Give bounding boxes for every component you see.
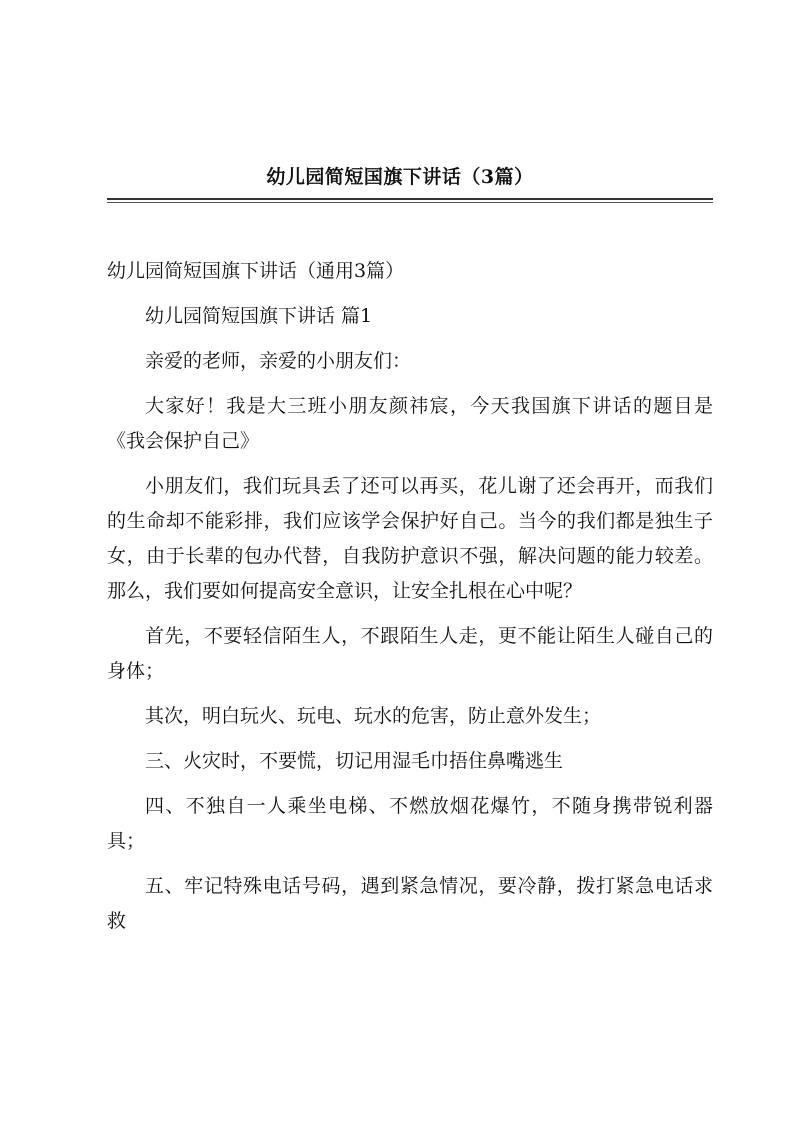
salutation-paragraph: 亲爱的老师，亲爱的小朋友们： — [145, 350, 412, 372]
body-paragraph: 三、火灾时，不要慌，切记用湿毛巾捂住鼻嘴逃生 — [145, 750, 564, 772]
document-body — [107, 254, 713, 939]
body-paragraph: 五、牢记特殊电话号码，遇到紧急情况，要冷静，拨打紧急电话求救 — [107, 875, 713, 932]
document-title: 幼儿园简短国旗下讲话（3篇） — [266, 166, 534, 188]
body-paragraph: 小朋友们，我们玩具丢了还可以再买，花儿谢了还会再开，而我们的生命却不能彩排，我们应该学会保护好自己。当今的我们都是独生子女，由于长辈的包办代替，自我防护意识不强，解决问题的能力较差。那么，我们要如何提高安全意识，让安全扎根在心中呢？ — [107, 475, 713, 602]
title-double-rule — [107, 198, 713, 203]
title-rule-thin-line — [107, 202, 713, 203]
section-heading: 幼儿园简短国旗下讲话 篇1 — [145, 305, 373, 327]
body-paragraph: 其次，明白玩火、玩电、玩水的危害，防止意外发生； — [145, 705, 602, 727]
body-paragraph: 首先，不要轻信陌生人，不跟陌生人走，更不能让陌生人碰自己的身体； — [107, 625, 713, 682]
subtitle-paragraph: 幼儿园简短国旗下讲话（通用3篇） — [107, 260, 405, 282]
body-paragraph: 大家好！我是大三班小朋友颜祎宸，今天我国旗下讲话的题目是《我会保护自己》 — [107, 395, 713, 452]
title-rule-thick-line — [107, 198, 713, 200]
body-paragraph: 四、不独自一人乘坐电梯、不燃放烟花爆竹，不随身携带锐利器具； — [107, 795, 713, 852]
